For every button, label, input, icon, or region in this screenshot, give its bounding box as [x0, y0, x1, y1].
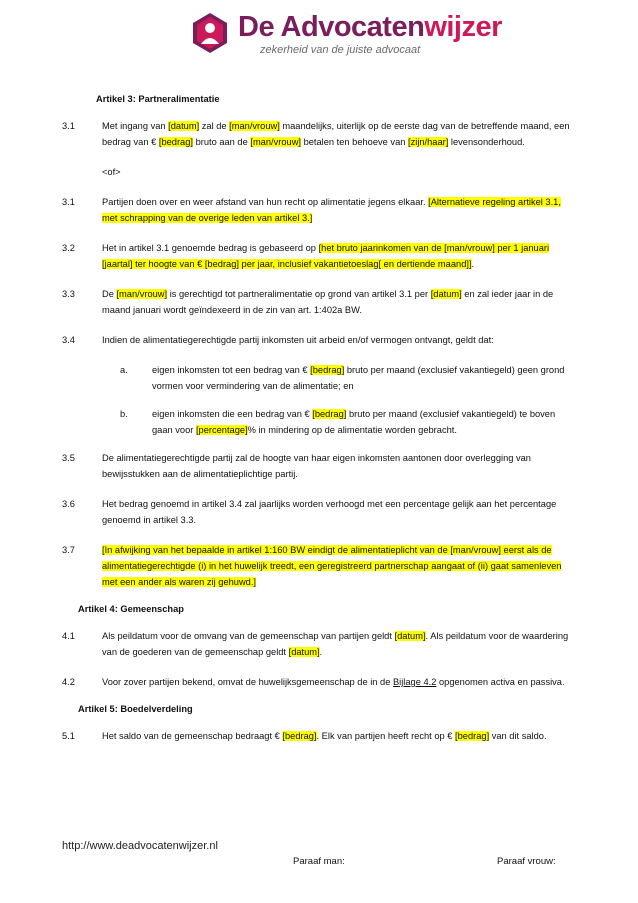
paragraph-3-4: 3.4 Indien de alimentatiegerechtigde partij inkomsten uit arbeid en/of vermogen ontvangt, geldt dat:	[62, 335, 494, 345]
paragraph-3-6: 3.6 Het bedrag genoemd in artikel 3.4 zal jaarlijks worden verhoogd met een percentage gelijk aan het percentage genoemd in artikel 3.3.	[62, 499, 557, 525]
paragraph-3-5: 3.5 De alimentatiegerechtigde partij zal de hoogte van haar eigen inkomsten aantonen door overlegging van bewijsstukken aan de alimentatieplichtige partij.	[62, 453, 531, 479]
article-heading: Artikel 4: Gemeenschap	[78, 604, 184, 614]
paragraph-3-1-alternative: 3.1 Partijen doen over en weer afstand van hun recht op alimentatie jegens elkaar. [Alternatieve regeling artikel 3.1, met schrapping van de overige leden van artikel 3.]	[62, 197, 561, 223]
paraaf-man-label: Paraaf man:	[293, 856, 345, 867]
document-body	[62, 94, 572, 758]
advocaat-badge-icon	[190, 12, 230, 54]
article-heading: Artikel 5: Boedelverdeling	[78, 704, 193, 714]
paragraph-4-2: 4.2 Voor zover partijen bekend, omvat de huwelijksgemeenschap de in de Bijlage 4.2 opgenomen activa en passiva.	[62, 677, 565, 687]
alternative-marker: <of>	[102, 167, 121, 177]
article-heading: Artikel 3: Partneralimentatie	[96, 94, 220, 104]
paraaf-vrouw-label: Paraaf vrouw:	[497, 856, 556, 867]
footer-url[interactable]: http://www.deadvocatenwijzer.nl	[62, 840, 218, 852]
paragraph-3-1: 3.1 Met ingang van [datum] zal de [man/vrouw] maandelijks, uiterlijk op de eerste dag van de betreffende maand, een bedrag van € [bedrag] bruto aan de [man/vrouw] betalen ten behoeve van [zijn/haar] levensonderhoud.	[62, 121, 570, 147]
paragraph-3-2: 3.2 Het in artikel 3.1 genoemde bedrag is gebaseerd op [het bruto jaarinkomen van de [man/vrouw] per 1 januari [jaartal] ter hoogte van € [bedrag] per jaar, inclusief vakantietoeslag[ en dertiende maand]].	[62, 243, 550, 269]
paragraph-5-1: 5.1 Het saldo van de gemeenschap bedraagt € [bedrag]. Elk van partijen heeft recht op € [bedrag] van dit saldo.	[62, 731, 547, 741]
brand-tagline: zekerheid van de juiste advocaat	[260, 44, 421, 56]
paragraph-3-7: 3.7 [In afwijking van het bepaalde in artikel 1:160 BW eindigt de alimentatieplicht van de [man/vrouw] eerst als de alimentatiegerechtigde (i) in het huwelijk treedt, een geregistreerd partnerschap aangaat of (ii) gaat samenleven met een ander als waren zij gehuwd.]	[62, 545, 562, 587]
bijlage-link[interactable]: Bijlage 4.2	[392, 677, 437, 687]
paragraph-3-4-b: b. eigen inkomsten die een bedrag van € [bedrag] bruto per maand (exclusief vakantiegeld) te boven gaan voor [percentage]% in mindering op de alimentatie worden gebracht.	[120, 409, 556, 435]
paragraph-3-4-a: a. eigen inkomsten tot een bedrag van € [bedrag] bruto per maand (exclusief vakantiegeld) geen grond vormen voor vermindering van de alimentatie; en	[120, 365, 565, 391]
paragraph-4-1: 4.1 Als peildatum voor de omvang van de gemeenschap van partijen geldt [datum]. Als peildatum voor de waardering van de goederen van de gemeenschap geldt [datum].	[62, 631, 569, 657]
brand-name: De Advocatenwijzer	[238, 11, 502, 43]
paragraph-3-3: 3.3 De [man/vrouw] is gerechtigd tot partneralimentatie op grond van artikel 3.1 per [datum] en zal ieder jaar in de maand januari wordt geïndexeerd in de zin van art. 1:402a BW.	[62, 289, 554, 315]
